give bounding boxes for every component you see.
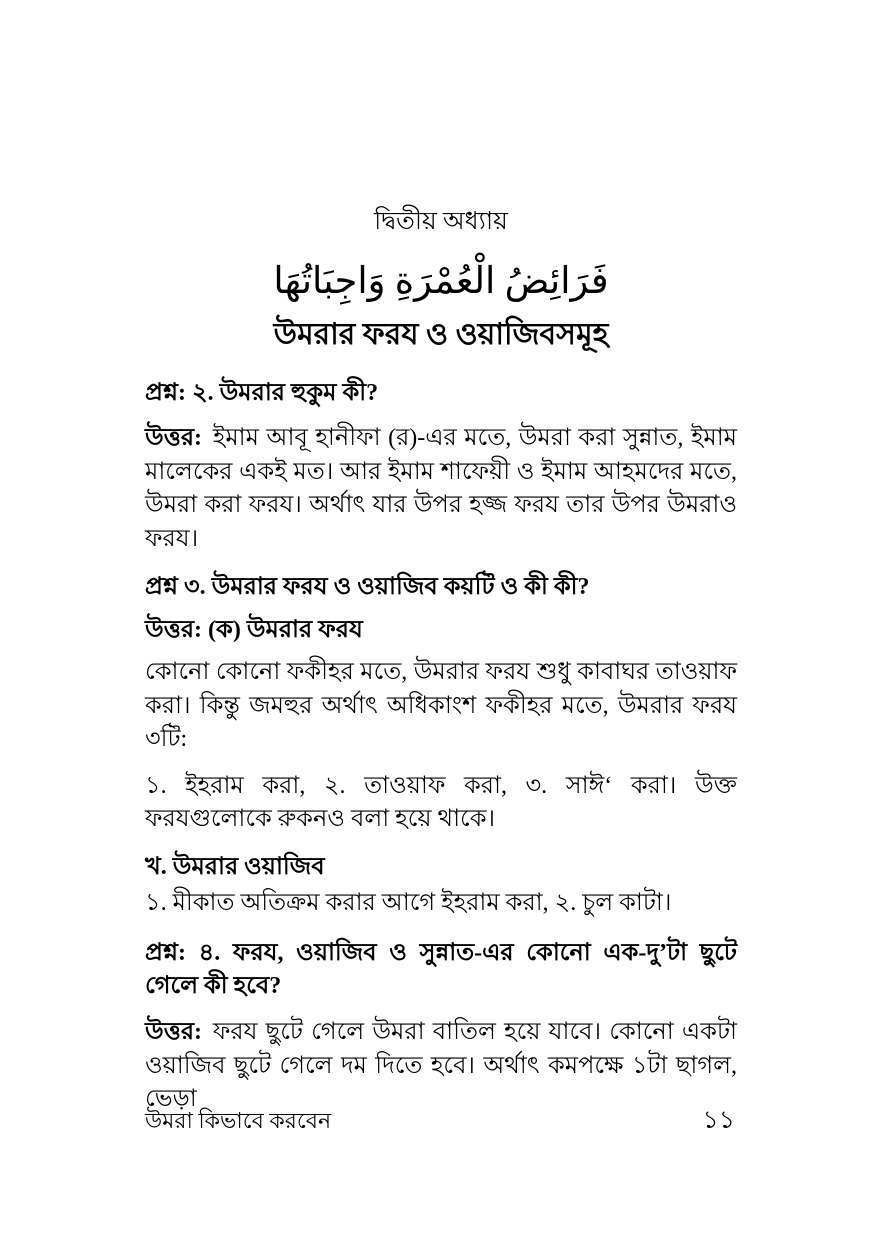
page-footer: [145, 1100, 735, 1143]
question-2-answer: [145, 422, 737, 556]
answer-text: ইমাম আবূ হানীফা (র)-এর মতে, উমরা করা সুন্নাত, ইমাম মালেকের একই মত। আর ইমাম শাফেয়ী ও ইমাম আহমদের মতে, উমরা করা ফরয। অর্থাৎ যার উপর হজ্জ ফরয তার উপর উমরাও ফরয।: [145, 425, 737, 552]
chapter-heading: দ্বিতীয় অধ্যায়: [374, 208, 508, 235]
wajib-list: ১. মীকাত অতিক্রম করার আগে ইহরাম করা, ২. চুল কাটা।: [145, 889, 672, 916]
question-3-paragraph-2: ১. ইহরাম করা, ২. তাওয়াফ করা, ৩. সাঈ‘ করা। উক্ত ফরযগুলোকে রুকনও বলা হয়ে থাকে।: [145, 772, 737, 832]
question-3-paragraph-1: কোনো কোনো ফকীহর মতে, উমরার ফরয শুধু কাবাঘর তাওয়াফ করা। কিন্তু জমহুর অর্থাৎ অধিকাংশ ফকীহর মতে, উমরার ফরয ৩টি:: [145, 659, 737, 752]
wajib-subheading: খ. উমরার ওয়াজিব: [145, 853, 325, 880]
answer-text: ফরয ছুটে গেলে উমরা বাতিল হয়ে যাবে। কোনো একটা ওয়াজিব ছুটে গেলে দম দিতে হবে। অর্থাৎ কমপক্ষে ১টা ছাগল, ভেড়া: [145, 1019, 737, 1112]
question-4-heading: প্রশ্ন: ৪. ফরয, ওয়াজিব ও সুন্নাত-এর কোনো এক-দু’টা ছুটে গেলে কী হবে?: [145, 940, 737, 999]
question-2-heading: প্রশ্ন: ২. উমরার হুকুম কী?: [145, 380, 379, 406]
question-3-heading: প্রশ্ন ৩. উমরার ফরয ও ওয়াজিব কয়টি ও কী কী?: [145, 574, 590, 600]
page-content: [145, 0, 737, 1117]
arabic-title: فَرَائِضُ الْعُمْرَةِ وَاجِبَاتُهَا: [273, 261, 609, 302]
answer-label: উত্তর:: [145, 1019, 203, 1045]
question-3-answer-subheading: উত্তর: (ক) উমরার ফরয: [145, 617, 363, 643]
footer-page-number: ১১: [702, 1107, 735, 1134]
footer-book-title: উমরা কিভাবে করবেন: [145, 1108, 332, 1133]
page-title: উমরার ফরয ও ওয়াজিবসমূহ: [273, 318, 609, 351]
answer-label: উত্তর:: [145, 425, 203, 451]
